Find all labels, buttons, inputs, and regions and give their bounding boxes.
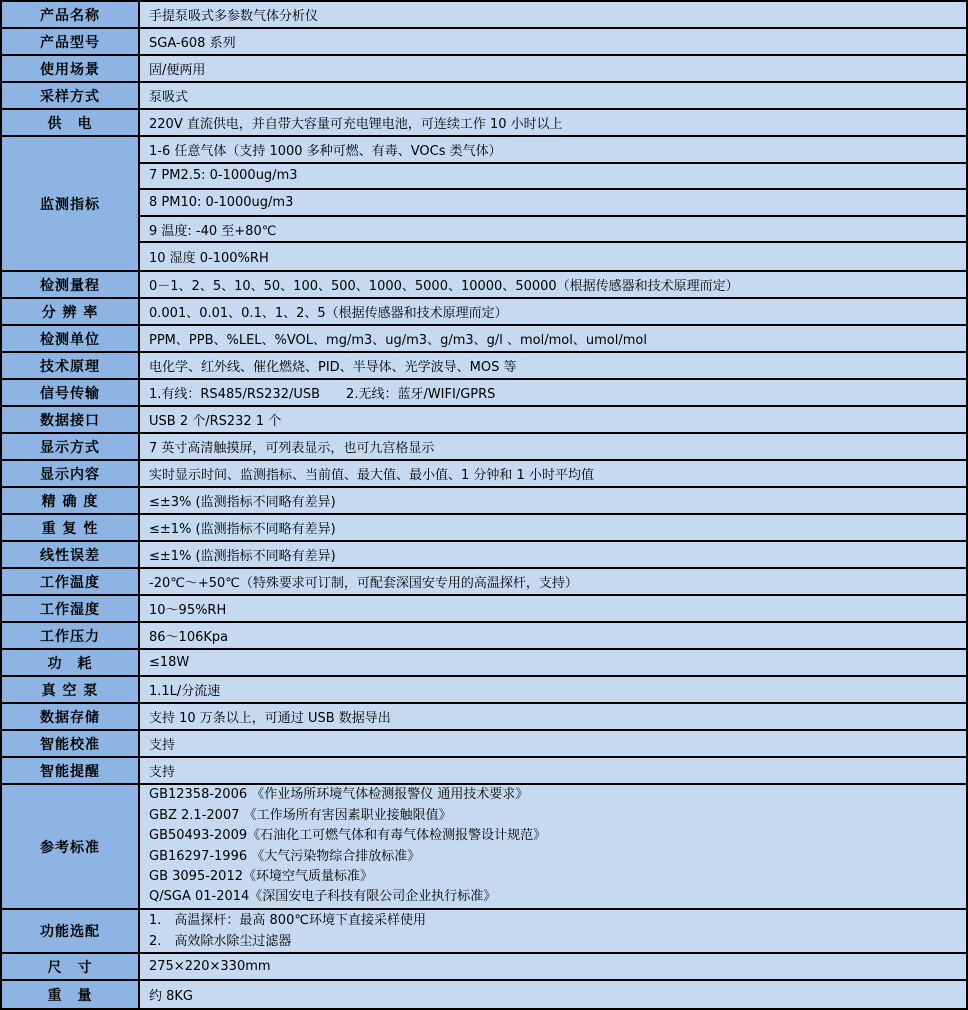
spec-value-line: 7 PM2.5: 0-1000ug/m3 [149, 168, 298, 184]
spec-label: 信号传输 [2, 380, 140, 405]
spec-value-line: GBZ 2.1-2007 《工作场所有害因素职业接触限值》 [149, 807, 452, 823]
spec-value-line: 1. 高温探杆：最高 800℃环境下直接采样使用 [149, 913, 426, 928]
spec-label: 工作温度 [2, 569, 140, 594]
spec-row-technical-principle [2, 353, 966, 380]
spec-value [140, 461, 966, 486]
spec-value [140, 785, 966, 908]
spec-value-line: USB 2 个/RS232 1 个 [149, 414, 282, 429]
spec-label: 检测单位 [2, 326, 140, 351]
spec-label: 供 电 [2, 110, 140, 135]
spec-label: 功能选配 [2, 910, 140, 952]
spec-label: 分 辨 率 [2, 299, 140, 324]
spec-row-product-model [2, 29, 966, 56]
spec-value [140, 110, 966, 135]
spec-value [140, 353, 966, 378]
spec-row-accuracy [2, 488, 966, 515]
spec-row-dimensions [2, 954, 966, 981]
spec-value [140, 2, 966, 27]
spec-label: 显示内容 [2, 461, 140, 486]
spec-value-line: 电化学、红外线、催化燃烧、PID、半导体、光学波导、MOS 等 [149, 360, 517, 375]
monitoring-subrow [140, 190, 966, 217]
spec-row-detection-unit [2, 326, 966, 353]
spec-value-line: 支持 [149, 738, 176, 753]
spec-row-working-humidity [2, 596, 966, 623]
spec-value-line: SGA-608 系列 [149, 36, 236, 51]
spec-value-line: ≤±1% (监测指标不同略有差异) [149, 549, 336, 564]
spec-label: 使用场景 [2, 56, 140, 81]
spec-row-smart-reminder [2, 758, 966, 785]
spec-value [140, 488, 966, 513]
spec-label: 采样方式 [2, 83, 140, 108]
spec-value-line: 2. 高效除水除尘过滤器 [149, 934, 292, 949]
spec-value-line: 支持 10 万条以上，可通过 USB 数据导出 [149, 711, 391, 726]
spec-label: 监测指标 [2, 137, 140, 270]
spec-label: 智能提醒 [2, 758, 140, 783]
spec-row-repeatability [2, 515, 966, 542]
spec-value-line: 275×220×330mm [149, 959, 271, 974]
spec-value-line: GB 3095-2012《环境空气质量标准》 [149, 868, 373, 884]
spec-value [140, 434, 966, 459]
spec-value-line: PPM、PPB、%LEL、%VOL、mg/m3、ug/m3、g/m3、g/l 、mol/mol、umol/mol [149, 333, 647, 348]
spec-label: 数据存储 [2, 704, 140, 729]
spec-value-line: 支持 [149, 765, 176, 780]
spec-row-sampling-method [2, 83, 966, 110]
monitoring-subrow [140, 137, 966, 164]
spec-value [140, 380, 966, 405]
monitoring-subrow [140, 243, 966, 270]
spec-value-line: Q/SGA 01-2014《深国安电子科技有限公司企业执行标准》 [149, 889, 497, 905]
spec-row-working-temperature [2, 569, 966, 596]
spec-value [140, 29, 966, 54]
spec-value-line: 1-6 任意气体（支持 1000 多种可燃、有毒、VOCs 类气体） [149, 143, 502, 159]
spec-label: 智能校准 [2, 731, 140, 756]
spec-value [140, 954, 966, 979]
spec-value [140, 299, 966, 324]
spec-value-line: 7 英寸高清触摸屏，可列表显示，也可九宫格显示 [149, 441, 435, 456]
spec-value-line: 1.1L/分流速 [149, 684, 221, 699]
spec-value-line: 10～95%RH [149, 603, 227, 618]
spec-label: 真 空 泵 [2, 677, 140, 702]
spec-row-weight [2, 981, 966, 1008]
spec-label: 数据接口 [2, 407, 140, 432]
spec-row-vacuum-pump [2, 677, 966, 704]
spec-value-line: 1.有线：RS485/RS232/USB 2.无线：蓝牙/WIFI/GPRS [149, 387, 496, 402]
spec-value-line: ≤18W [149, 655, 190, 670]
spec-value-line: 0－1、2、5、10、50、100、500、1000、5000、10000、50000（根据传感器和技术原理而定） [149, 279, 739, 294]
spec-row-linearity-error [2, 542, 966, 569]
spec-value-line: 0.001、0.01、0.1、1、2、5（根据传感器和技术原理而定） [149, 306, 508, 321]
spec-value [140, 704, 966, 729]
spec-row-usage-scene [2, 56, 966, 83]
spec-value [140, 542, 966, 567]
spec-row-display-content [2, 461, 966, 488]
spec-label: 线性误差 [2, 542, 140, 567]
spec-row-optional-features [2, 910, 966, 954]
spec-value [140, 731, 966, 756]
spec-value [140, 623, 966, 648]
spec-value [140, 137, 966, 270]
spec-label: 功 耗 [2, 650, 140, 675]
spec-value-line: -20℃～+50℃（特殊要求可订制，可配套深国安专用的高温探杆，支持） [149, 576, 578, 591]
spec-value-line: 9 温度: -40 至+80℃ [149, 223, 277, 239]
spec-value-line: GB12358-2006 《作业场所环境气体检测报警仪 通用技术要求》 [149, 787, 529, 803]
spec-label: 产品名称 [2, 2, 140, 27]
spec-value [140, 83, 966, 108]
spec-value [140, 272, 966, 297]
spec-value [140, 326, 966, 351]
spec-row-detection-range [2, 272, 966, 299]
spec-value-line: 固/便两用 [149, 63, 206, 78]
spec-value [140, 910, 966, 952]
spec-value [140, 569, 966, 594]
spec-row-smart-calibration [2, 731, 966, 758]
spec-value-line: 10 湿度 0-100%RH [149, 251, 269, 267]
spec-row-reference-standards [2, 785, 966, 910]
spec-value-line: 泵吸式 [149, 90, 189, 105]
spec-value-line: 约 8KG [149, 989, 194, 1004]
spec-label: 重 量 [2, 981, 140, 1008]
spec-row-working-pressure [2, 623, 966, 650]
spec-value [140, 407, 966, 432]
spec-row-power-supply [2, 110, 966, 137]
spec-label: 检测量程 [2, 272, 140, 297]
spec-value [140, 981, 966, 1008]
spec-row-display-mode [2, 434, 966, 461]
spec-value [140, 677, 966, 702]
spec-row-product-name [2, 2, 966, 29]
spec-label: 参考标准 [2, 785, 140, 908]
spec-label: 重 复 性 [2, 515, 140, 540]
spec-row-resolution [2, 299, 966, 326]
spec-label: 产品型号 [2, 29, 140, 54]
spec-row-monitoring-indicators [2, 137, 966, 272]
spec-value [140, 596, 966, 621]
spec-label: 工作压力 [2, 623, 140, 648]
spec-value [140, 758, 966, 783]
spec-value-line: 8 PM10: 0-1000ug/m3 [149, 195, 294, 211]
spec-row-signal-transmission [2, 380, 966, 407]
spec-label: 工作湿度 [2, 596, 140, 621]
spec-label: 尺 寸 [2, 954, 140, 979]
spec-row-data-interface [2, 407, 966, 434]
spec-row-data-storage [2, 704, 966, 731]
spec-value-line: 实时显示时间、监测指标、当前值、最大值、最小值、1 分钟和 1 小时平均值 [149, 468, 594, 483]
spec-value [140, 56, 966, 81]
spec-value-line: GB16297-1996 《大气污染物综合排放标准》 [149, 848, 421, 864]
spec-value-line: 手提泵吸式多参数气体分析仪 [149, 9, 319, 24]
spec-label: 技术原理 [2, 353, 140, 378]
spec-value-line: 220V 直流供电，并自带大容量可充电锂电池，可连续工作 10 小时以上 [149, 117, 563, 132]
spec-value [140, 515, 966, 540]
spec-label: 精 确 度 [2, 488, 140, 513]
spec-value-line: GB50493-2009《石油化工可燃气体和有毒气体检测报警设计规范》 [149, 828, 547, 844]
spec-value-line: 86～106Kpa [149, 630, 229, 645]
spec-value-line: ≤±1% (监测指标不同略有差异) [149, 522, 336, 537]
monitoring-subrow [140, 217, 966, 244]
spec-value [140, 650, 966, 675]
monitoring-subrow [140, 164, 966, 191]
spec-value-line: ≤±3% (监测指标不同略有差异) [149, 495, 336, 510]
spec-label: 显示方式 [2, 434, 140, 459]
spec-row-power-consumption [2, 650, 966, 677]
